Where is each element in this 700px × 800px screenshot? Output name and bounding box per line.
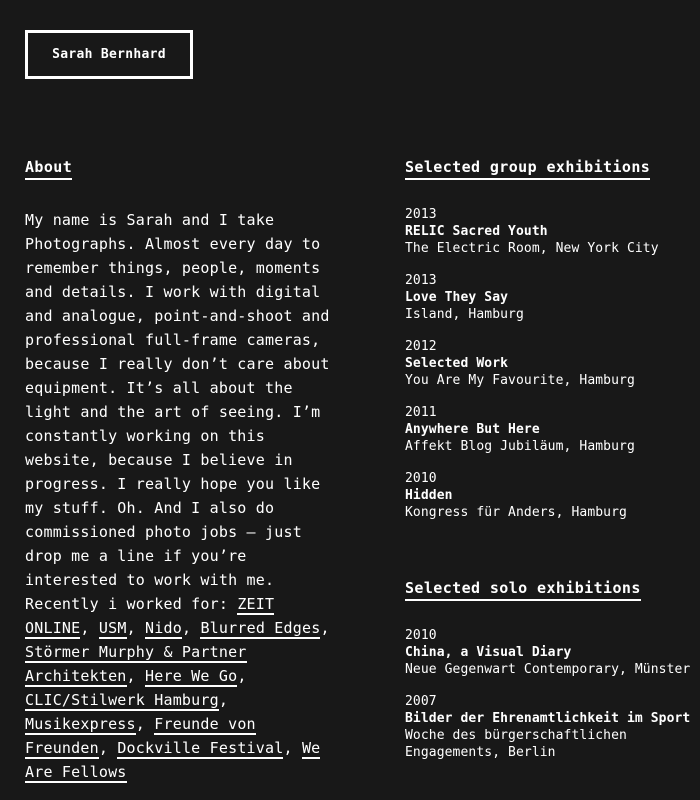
client-link-usm[interactable]: USM xyxy=(98,619,127,637)
client-link-here-we-go[interactable]: Here We Go xyxy=(145,667,238,685)
exhibition-item xyxy=(405,693,700,761)
exhibition-title: Selected Work xyxy=(405,356,509,371)
exhibition-item xyxy=(405,404,700,455)
client-separator: , xyxy=(218,691,229,709)
exhibition-year: 2011 xyxy=(405,405,437,420)
about-text xyxy=(25,208,330,784)
client-link-nido[interactable]: Nido xyxy=(145,619,182,637)
exhibition-venue: The Electric Room, New York City xyxy=(405,241,659,256)
exhibition-year: 2013 xyxy=(405,273,437,288)
exhibition-venue: Island, Hamburg xyxy=(405,307,524,322)
client-separator: , xyxy=(126,667,146,685)
group-exhibitions-list xyxy=(405,206,700,536)
brand-logo-button[interactable]: Sarah Bernhard xyxy=(25,30,193,79)
exhibition-title: Bilder der Ehrenamtlichkeit im Sport xyxy=(405,711,691,726)
solo-exhibitions-heading: Selected solo exhibitions xyxy=(405,579,641,601)
client-separator: , xyxy=(98,739,118,757)
client-link-blurred-edges[interactable]: Blurred Edges xyxy=(200,619,321,637)
exhibition-item xyxy=(405,272,700,323)
client-link-musikexpress[interactable]: Musikexpress xyxy=(25,715,136,733)
exhibition-year: 2007 xyxy=(405,694,437,709)
client-separator: , xyxy=(80,619,99,637)
exhibition-year: 2013 xyxy=(405,207,437,222)
client-link-clic-stilwerk-hamburg[interactable]: CLIC/Stilwerk Hamburg xyxy=(25,691,219,709)
about-heading: About xyxy=(25,158,72,180)
about-intro: My name is Sarah and I take Photographs. Almost every day to remember things, people, moments and details. I work with digital and analogue, point-and-shoot and professional full-frame cameras, because I really don’t care about equipment. It’s all about the light and the art of seeing. I’m constantly working on this website, because I believe in progress. I really hope you like my stuff. Oh. And I also do commissioned photo jobs – just drop me a line if you’re interested to work with me. Recently i worked for: xyxy=(25,211,330,613)
exhibition-title: Love They Say xyxy=(405,290,509,305)
exhibition-item xyxy=(405,627,700,678)
client-separator: , xyxy=(320,619,330,637)
client-link-stormer-murphy-partner-architekten[interactable]: Störmer Murphy & Partner Architekten xyxy=(25,643,247,685)
exhibition-title: Anywhere But Here xyxy=(405,422,540,437)
exhibition-item xyxy=(405,470,700,521)
exhibition-title: RELIC Sacred Youth xyxy=(405,224,548,239)
group-exhibitions-heading: Selected group exhibitions xyxy=(405,158,650,180)
exhibition-year: 2010 xyxy=(405,471,437,486)
client-link-zeit-online[interactable]: ZEIT ONLINE xyxy=(25,595,275,637)
solo-exhibitions-list xyxy=(405,627,700,776)
client-separator: , xyxy=(126,619,146,637)
exhibition-title: China, a Visual Diary xyxy=(405,645,572,660)
exhibition-title: Hidden xyxy=(405,488,453,503)
client-link-freunde-von-freunden[interactable]: Freunde von Freunden xyxy=(25,715,256,757)
exhibition-venue: You Are My Favourite, Hamburg xyxy=(405,373,635,388)
exhibition-venue: Kongress für Anders, Hamburg xyxy=(405,505,627,520)
exhibition-year: 2012 xyxy=(405,339,437,354)
exhibition-venue: Affekt Blog Jubiläum, Hamburg xyxy=(405,439,635,454)
client-separator: , xyxy=(135,715,155,733)
exhibition-venue: Woche des bürgerschaftlichen Engagements, Berlin xyxy=(405,728,627,760)
client-separator: , xyxy=(237,667,247,685)
client-separator: , xyxy=(181,619,201,637)
client-link-dockville-festival[interactable]: Dockville Festival xyxy=(117,739,284,757)
exhibition-item xyxy=(405,206,700,257)
exhibition-venue: Neue Gegenwart Contemporary, Münster xyxy=(405,662,691,677)
client-link-we-are-fellows[interactable]: We Are Fellows xyxy=(25,739,321,781)
client-links xyxy=(25,595,330,783)
exhibition-year: 2010 xyxy=(405,628,437,643)
exhibition-item xyxy=(405,338,700,389)
client-separator: , xyxy=(283,739,302,757)
